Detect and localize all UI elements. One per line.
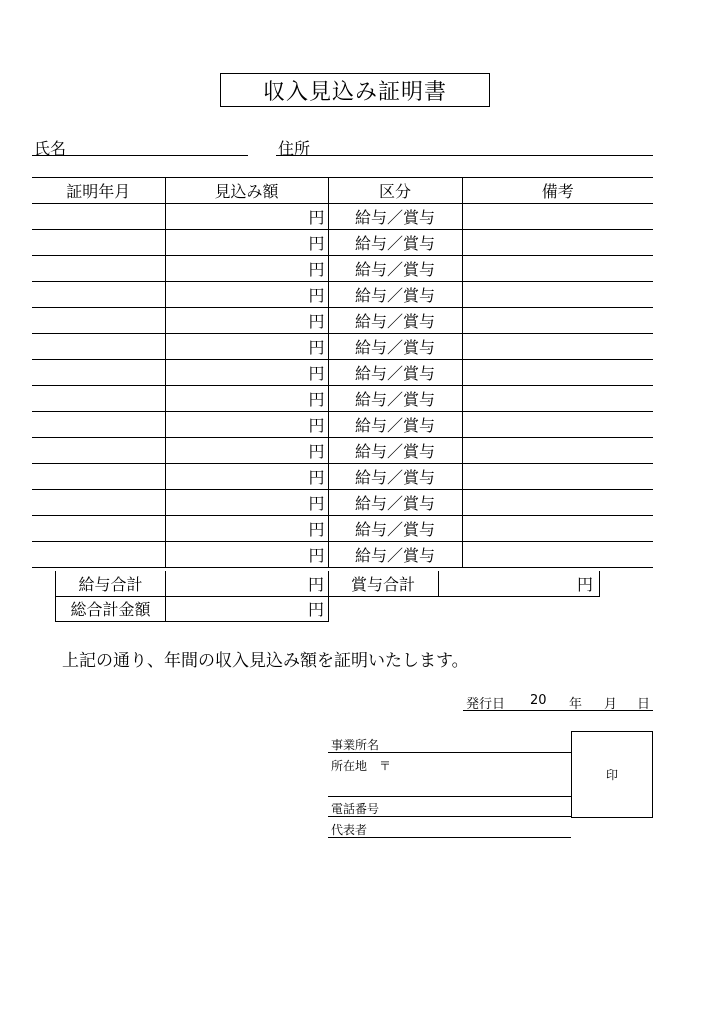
category-cell[interactable]: 給与／賞与: [328, 360, 462, 386]
issue-date-label: 発行日: [466, 697, 506, 712]
amount-cell[interactable]: 円: [165, 412, 328, 438]
table-row: [32, 282, 653, 308]
table-row: [32, 334, 653, 360]
category-cell[interactable]: 給与／賞与: [328, 464, 462, 490]
category-cell[interactable]: 給与／賞与: [328, 386, 462, 412]
note-cell[interactable]: [462, 308, 653, 334]
note-cell[interactable]: [462, 334, 653, 360]
note-cell[interactable]: [462, 256, 653, 282]
amount-cell[interactable]: 円: [165, 308, 328, 334]
amount-cell[interactable]: 円: [165, 464, 328, 490]
note-cell[interactable]: [462, 542, 653, 568]
table-row: [32, 542, 653, 568]
bonus-total-label: 賞与合計: [328, 571, 439, 597]
month-cell[interactable]: [32, 256, 165, 282]
phone-label: 電話番号: [331, 802, 380, 816]
amount-cell[interactable]: 円: [165, 230, 328, 256]
amount-cell[interactable]: 円: [165, 256, 328, 282]
month-cell[interactable]: [32, 490, 165, 516]
note-cell[interactable]: [462, 282, 653, 308]
seal-box[interactable]: [571, 731, 653, 818]
table-row: [32, 204, 653, 230]
statement-text: 上記の通り、年間の収入見込み額を証明いたします。: [62, 651, 469, 671]
salary-total-label: 給与合計: [55, 571, 166, 597]
note-cell[interactable]: [462, 204, 653, 230]
note-cell[interactable]: [462, 464, 653, 490]
month-cell[interactable]: [32, 412, 165, 438]
category-cell[interactable]: 給与／賞与: [328, 490, 462, 516]
month-cell[interactable]: [32, 360, 165, 386]
table-row: [32, 516, 653, 542]
month-cell[interactable]: [32, 516, 165, 542]
category-cell[interactable]: 給与／賞与: [328, 204, 462, 230]
office-address-line[interactable]: [328, 796, 571, 797]
month-cell[interactable]: [32, 334, 165, 360]
header-month: 証明年月: [32, 178, 165, 204]
amount-cell[interactable]: 円: [165, 438, 328, 464]
issue-day: 日: [637, 697, 651, 712]
amount-cell[interactable]: 円: [165, 490, 328, 516]
note-cell[interactable]: [462, 230, 653, 256]
note-cell[interactable]: [462, 386, 653, 412]
category-cell[interactable]: 給与／賞与: [328, 542, 462, 568]
document-title: 収入見込み証明書: [220, 73, 490, 107]
issue-date-line[interactable]: [463, 710, 653, 711]
category-cell[interactable]: 給与／賞与: [328, 516, 462, 542]
note-cell[interactable]: [462, 438, 653, 464]
month-cell[interactable]: [32, 386, 165, 412]
amount-cell[interactable]: 円: [165, 282, 328, 308]
month-cell[interactable]: [32, 542, 165, 568]
month-cell[interactable]: [32, 308, 165, 334]
table-row: [32, 360, 653, 386]
salary-total-amount[interactable]: 円: [165, 571, 329, 597]
amount-cell[interactable]: 円: [165, 516, 328, 542]
address-label: 住所: [278, 139, 311, 158]
month-cell[interactable]: [32, 438, 165, 464]
category-cell[interactable]: 給与／賞与: [328, 412, 462, 438]
month-cell[interactable]: [32, 230, 165, 256]
table-header-row: [32, 178, 653, 204]
grand-total-label: 総合計金額: [55, 596, 166, 622]
note-cell[interactable]: [462, 490, 653, 516]
table-row: [32, 308, 653, 334]
category-cell[interactable]: 給与／賞与: [328, 230, 462, 256]
amount-cell[interactable]: 円: [165, 334, 328, 360]
table-row: [32, 438, 653, 464]
table-row: [32, 256, 653, 282]
table-row: [32, 386, 653, 412]
month-cell[interactable]: [32, 204, 165, 230]
name-label: 氏名: [34, 139, 67, 158]
header-category: 区分: [328, 178, 462, 204]
phone-line[interactable]: [328, 816, 571, 817]
month-cell[interactable]: [32, 464, 165, 490]
office-name-line[interactable]: [328, 752, 571, 753]
table-row: [32, 230, 653, 256]
amount-cell[interactable]: 円: [165, 204, 328, 230]
issue-era: 20: [530, 693, 547, 708]
table-row: [32, 464, 653, 490]
amount-cell[interactable]: 円: [165, 542, 328, 568]
amount-cell[interactable]: 円: [165, 360, 328, 386]
month-cell[interactable]: [32, 282, 165, 308]
note-cell[interactable]: [462, 360, 653, 386]
category-cell[interactable]: 給与／賞与: [328, 282, 462, 308]
name-line[interactable]: [32, 155, 248, 156]
seal-label: 印: [605, 768, 618, 782]
issue-year: 年: [569, 697, 583, 712]
representative-line[interactable]: [328, 837, 571, 838]
category-cell[interactable]: 給与／賞与: [328, 308, 462, 334]
grand-total-amount[interactable]: 円: [165, 596, 329, 622]
address-line[interactable]: [276, 155, 653, 156]
header-amount: 見込み額: [165, 178, 328, 204]
note-cell[interactable]: [462, 412, 653, 438]
category-cell[interactable]: 給与／賞与: [328, 438, 462, 464]
income-table: [32, 177, 653, 568]
office-address-label: 所在地 〒: [331, 759, 392, 773]
category-cell[interactable]: 給与／賞与: [328, 256, 462, 282]
note-cell[interactable]: [462, 516, 653, 542]
office-name-label: 事業所名: [331, 738, 380, 752]
header-note: 備考: [462, 178, 653, 204]
amount-cell[interactable]: 円: [165, 386, 328, 412]
category-cell[interactable]: 給与／賞与: [328, 334, 462, 360]
bonus-total-amount[interactable]: 円: [438, 571, 600, 597]
representative-label: 代表者: [331, 823, 368, 837]
issue-month: 月: [604, 697, 618, 712]
table-row: [32, 490, 653, 516]
table-row: [32, 412, 653, 438]
